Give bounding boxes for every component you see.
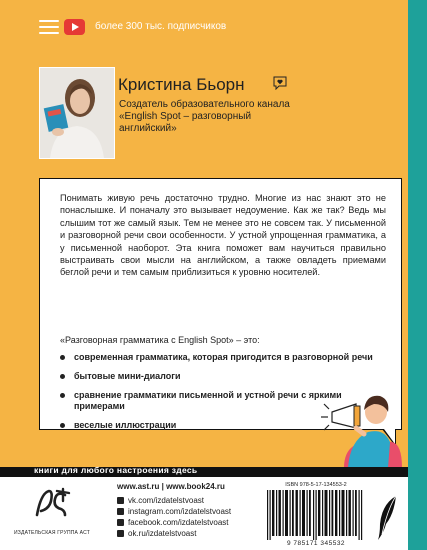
facebook-icon — [117, 519, 124, 526]
megaphone-person-illustration — [288, 382, 402, 468]
isbn-number: ISBN 978-5-17-134553-2 — [285, 482, 347, 488]
list-item: сравнение грамматики письменной и устной речи с яркими примерами — [60, 390, 390, 412]
social-item-vk: vk.com/izdatelstvoast — [117, 495, 231, 506]
social-item-instagram: instagram.com/izdatelstvoast — [117, 506, 231, 517]
menu-icon — [39, 20, 59, 34]
social-links — [117, 495, 231, 539]
barcode-digits: 9 785171 345532 — [286, 540, 346, 547]
author-photo — [39, 67, 115, 159]
vk-icon — [117, 497, 124, 504]
isbn-barcode — [263, 482, 371, 548]
instagram-icon — [117, 508, 124, 515]
features-intro: «Разговорная грамматика с English Spot» – это: — [60, 335, 260, 345]
list-item: веселые иллюстрации — [60, 420, 390, 431]
description-paragraph: Понимать живую речь достаточно трудно. Многие из нас знают это не понаслышке. И поначалу это вызывает недоумение. Как же так? Ведь мы слышим тот же самый язык. Тем не менее это не совсем так. У письменной и разговорной речи свои особенности. У устной упрощенная грамматика, а у письменной наоборот. Эта книга поможет вам научиться правильно выстраивать свои мысли на английском, а также овладеть приемами беглой речи и тем самым приблизиться к уровню носителей. — [60, 193, 386, 278]
barcode-bars — [263, 490, 369, 540]
social-item-ok: ok.ru/izdatelstvoast — [117, 528, 231, 539]
social-item-facebook: facebook.com/izdatelstvoast — [117, 517, 231, 528]
author-role: Создатель образовательного канала «English Spot – разговорный английский» — [119, 99, 290, 134]
heart-bubble-icon — [273, 76, 287, 90]
quill-logo — [376, 494, 398, 542]
spine-accent-strip — [408, 0, 427, 550]
author-name: Кристина Бьорн — [118, 75, 245, 94]
list-item: бытовые мини-диалоги — [60, 371, 390, 382]
tagline: книги для любого настроения здесь — [34, 465, 198, 475]
publisher-name: ИЗДАТЕЛЬСКАЯ ГРУППА АСТ — [14, 530, 90, 536]
publisher-sites: www.ast.ru | www.book24.ru — [117, 482, 225, 491]
youtube-icon — [64, 19, 85, 35]
subscribers-count: более 300 тыс. подписчиков — [95, 21, 227, 32]
ast-logo — [35, 487, 71, 517]
list-item: современная грамматика, которая пригодится в разговорной речи — [60, 352, 390, 363]
odnoklassniki-icon — [117, 530, 124, 537]
